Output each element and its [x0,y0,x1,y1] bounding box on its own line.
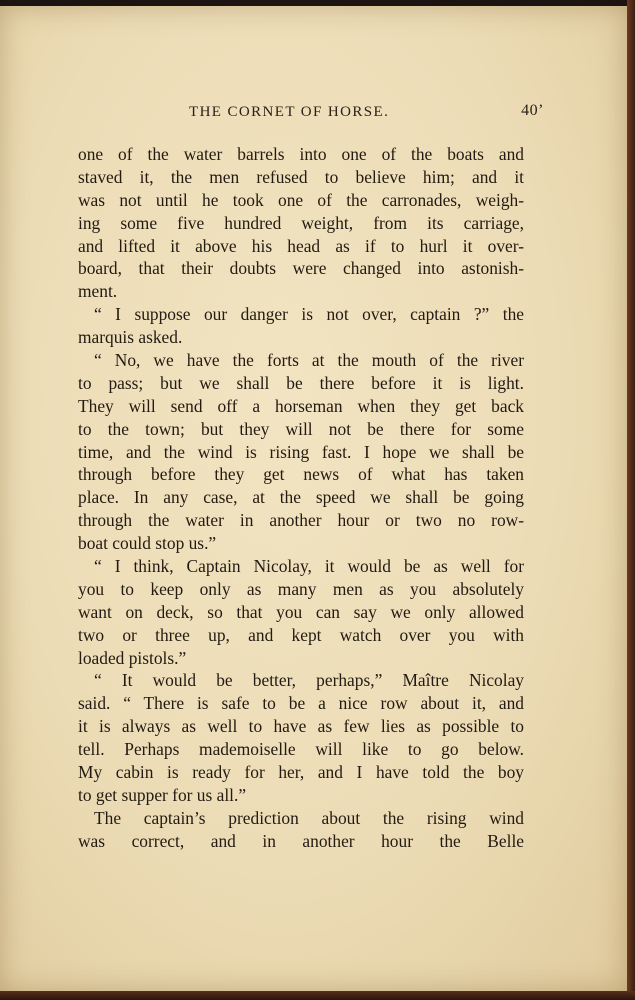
text-line: said. “ There is safe to be a nice row about it, and [78,693,524,714]
text-line: ing some five hundred weight, from its carriage, [78,212,524,233]
text-line: through the water in another hour or two no row- [78,510,524,531]
text-line: tell. Perhaps mademoiselle will like to go below. [78,739,524,760]
text-line: “ It would be better, perhaps,” Maître Nicolay [94,670,524,691]
text-line: through before they get news of what has taken [78,464,524,485]
page-number: 40’ [521,102,544,119]
text-line: time, and the wind is rising fast. I hope we shall be [78,441,524,462]
text-line: it is always as well to have as few lies as possible to [78,716,524,737]
text-line: marquis asked. [78,327,183,348]
text-line: was correct, and in another hour the Belle [78,830,524,851]
book-page [0,6,627,992]
text-line: They will send off a horseman when they get back [78,395,524,416]
text-line: The captain’s prediction about the rising wind [94,807,524,828]
book-edge-bottom [0,991,635,1000]
text-line: staved it, the men refused to believe him; and it [78,166,524,187]
text-line: “ I think, Captain Nicolay, it would be as well for [94,556,524,577]
text-line: boat could stop us.” [78,533,217,554]
text-line: board, that their doubts were changed into astonish- [78,258,524,279]
text-line: “ I suppose our danger is not over, captain ?” the [94,304,524,325]
text-line: to pass; but we shall be there before it is light. [78,372,524,393]
text-line: want on deck, so that you can say we only allowed [78,601,524,622]
text-line: to get supper for us all.” [78,784,247,805]
text-line: loaded pistols.” [78,647,187,668]
text-line: was not until he took one of the carronades, weigh- [78,189,524,210]
text-line: two or three up, and kept watch over you with [78,624,524,645]
running-head: THE CORNET OF HORSE. [189,104,390,120]
page-header [74,102,544,126]
text-line: and lifted it above his head as if to hurl it over- [78,235,524,256]
book-edge-right [627,0,635,1000]
text-line: My cabin is ready for her, and I have told the boy [78,762,524,783]
text-line: “ No, we have the forts at the mouth of the river [94,350,524,371]
text-line: to the town; but they will not be there for some [78,418,524,439]
text-line: one of the water barrels into one of the boats and [78,144,524,164]
text-line: you to keep only as many men as you absolutely [78,578,524,599]
text-line: place. In any case, at the speed we shall be going [78,487,524,508]
text-line: ment. [78,281,118,302]
body-text [78,143,524,853]
